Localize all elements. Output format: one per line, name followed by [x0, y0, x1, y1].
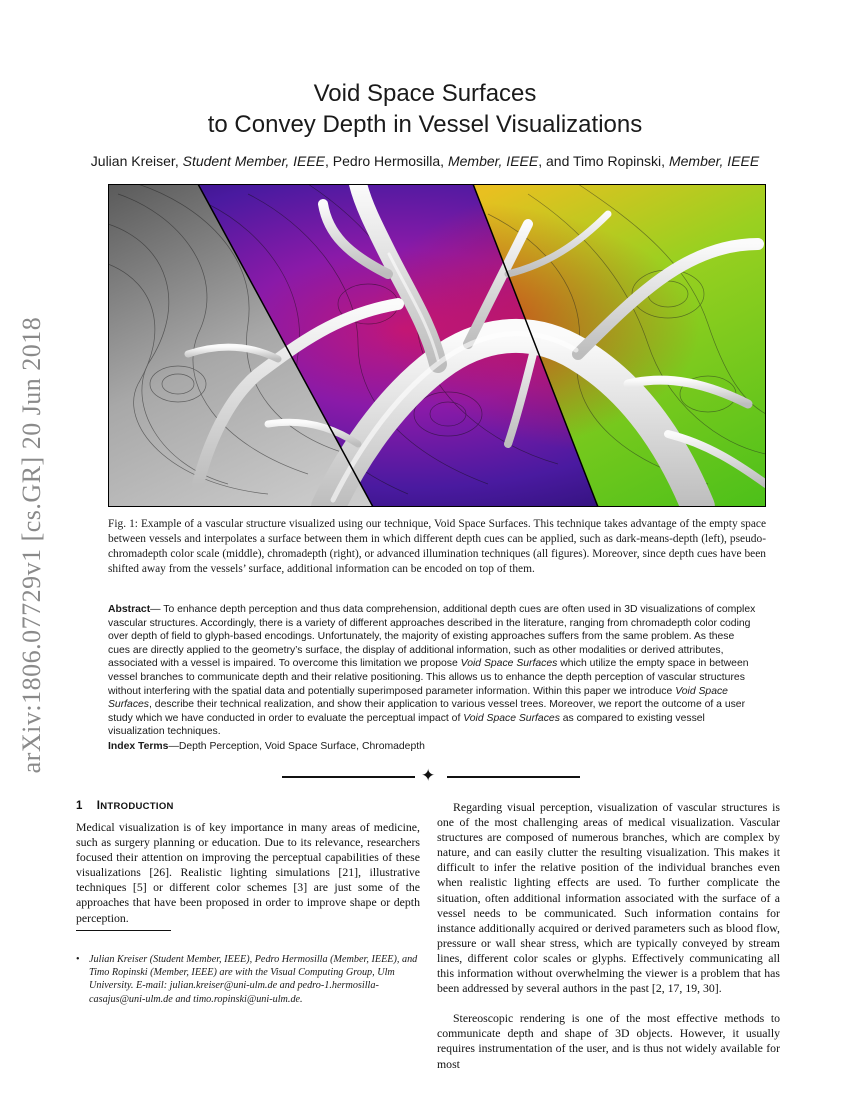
abstract-emphasis-2: Void Space Surfaces	[108, 685, 728, 711]
teaser-figure	[108, 184, 766, 507]
footnote-bullet: •	[76, 954, 80, 965]
right-paragraph-2: Stereoscopic rendering is one of the most effective methods to communicate depth and shape of 3D objects. However, it usually requires instrumentation of the user, and is thus not widely available for most	[437, 1011, 780, 1071]
intro-paragraph-1: Medical visualization is of key importance in many areas of medicine, such as surgery planning or education. Due to its relevance, researchers focused their attention on improving the perceptual capabilities of these visualizations [26]. Realistic lighting simulations [21], illustrative techniques [5] or different color schemes [3] are just some of the approaches that have been proposed in order to improve shape or depth perception.	[76, 820, 420, 925]
author-1: Julian Kreiser,	[90, 153, 183, 169]
right-column	[437, 800, 780, 1072]
abstract-emphasis-1: Void Space Surfaces	[460, 658, 558, 670]
section-heading-introduction	[76, 800, 420, 812]
footnote-text: Julian Kreiser (Student Member, IEEE), Pedro Hermosilla (Member, IEEE), and Timo Ropinski (Member, IEEE) are with the Visual Computing Group, Ulm University. E-mail: julian.kreiser@uni-ulm.de and pedro-1.hermosilla-casajus@uni-ulm.de and timo.ropinski@uni-ulm.de.	[89, 954, 418, 1005]
abstract-text-3: , describe their technical realization, and show their application to various vessel trees. Moreover, we report the outcome of a user study which we have conducted in order to evaluate the perceptual impact of	[108, 699, 746, 724]
abstract-text-1: — To enhance depth perception and thus data comprehension, additional depth cues are often used in 3D visualizations of complex vascular structures. Accordingly, there is a variety of different approaches described in the literature, ranging from chromadepth color coding over depth of field to glyph-based encodings. Unfortunately, the majority of existing approaches suffers from the same problem. As these cues are directly applied to the geometry’s surface, the display of additional information, such as other modalities or derived attributes, associated with a vessel is impaired. To overcome this limitation we propose	[108, 604, 756, 670]
arxiv-stamp	[12, 295, 52, 795]
abstract-text-4: as compared to existing vessel visualization techniques.	[108, 712, 705, 738]
index-terms-label: Index Terms	[108, 741, 169, 752]
left-column	[76, 800, 420, 926]
section-title-first: I	[96, 800, 101, 812]
author-list	[0, 153, 850, 169]
author-2: , Pedro Hermosilla,	[325, 153, 448, 169]
divider-star-icon: ✦	[421, 766, 436, 786]
figure-caption: Fig. 1: Example of a vascular structure visualized using our technique, Void Space Surfaces. This technique takes advantage of the empty space between vessels and interpolates a surface between them in which different depth cues can be applied, such as dark-means-depth (left), pseudo-chromadepth color scale (middle), chromadepth (right), or advanced illumination techniques (all figures). Moreover, since depth cues have been shifted away from the vessels’ surface, additional information can be encoded on top of them.	[108, 518, 766, 575]
divider-line-right	[447, 776, 580, 778]
section-number: 1	[76, 800, 83, 812]
abstract-text-2: which utilize the empty space in between vessel branches to communicate depth and their relative positioning. This allows us to enhance the depth perception of vascular structures without interfering with the spatial data and potentially superimposed parameter information. Within this paper we introduce	[108, 658, 749, 697]
author-3: , and Timo Ropinski,	[538, 153, 669, 169]
arxiv-stamp-text: arXiv:1806.07729v1 [cs.GR] 20 Jun 2018	[17, 316, 46, 774]
divider-line-left	[282, 776, 415, 778]
footnote-rule	[76, 930, 171, 931]
index-terms-text: —Depth Perception, Void Space Surface, Chromadepth	[168, 741, 425, 752]
paper-title	[0, 78, 850, 140]
author-footnote	[76, 953, 426, 1006]
author-1-role: Student Member, IEEE	[182, 153, 326, 169]
right-paragraph-1: Regarding visual perception, visualization of vascular structures is one of the most challenging areas of medical visualization. Vascular structures are composed of numerous branches, which are complex by nature, and can easily clutter the resulting visualization. This makes it difficult to infer the relative position of the individual branches even when realistic lighting effects are used. To further complicate the situation, often additional information associated with the surface of a vessel needs to be communicated. Such information contains for instance additionally acquired or derived parameters such as blood flow, pressure or wall shear stress, which are typically conveyed by stream lines, different color scales or glyphs. Effectively communicating all this information without overwhelming the viewer is a problem that has been addressed by several authors in the past [2, 17, 19, 30].	[437, 800, 780, 996]
index-terms	[108, 741, 758, 752]
section-title-rest: NTRODUCTION	[100, 801, 174, 812]
abstract-label: Abstract	[108, 604, 151, 615]
title-line-2: to Convey Depth in Vessel Visualizations	[207, 111, 643, 138]
abstract	[108, 603, 758, 739]
title-line-1: Void Space Surfaces	[313, 80, 537, 107]
author-2-role: Member, IEEE	[447, 153, 539, 169]
section-divider	[282, 766, 580, 786]
author-3-role: Member, IEEE	[668, 153, 760, 169]
abstract-emphasis-3: Void Space Surfaces	[463, 712, 560, 724]
